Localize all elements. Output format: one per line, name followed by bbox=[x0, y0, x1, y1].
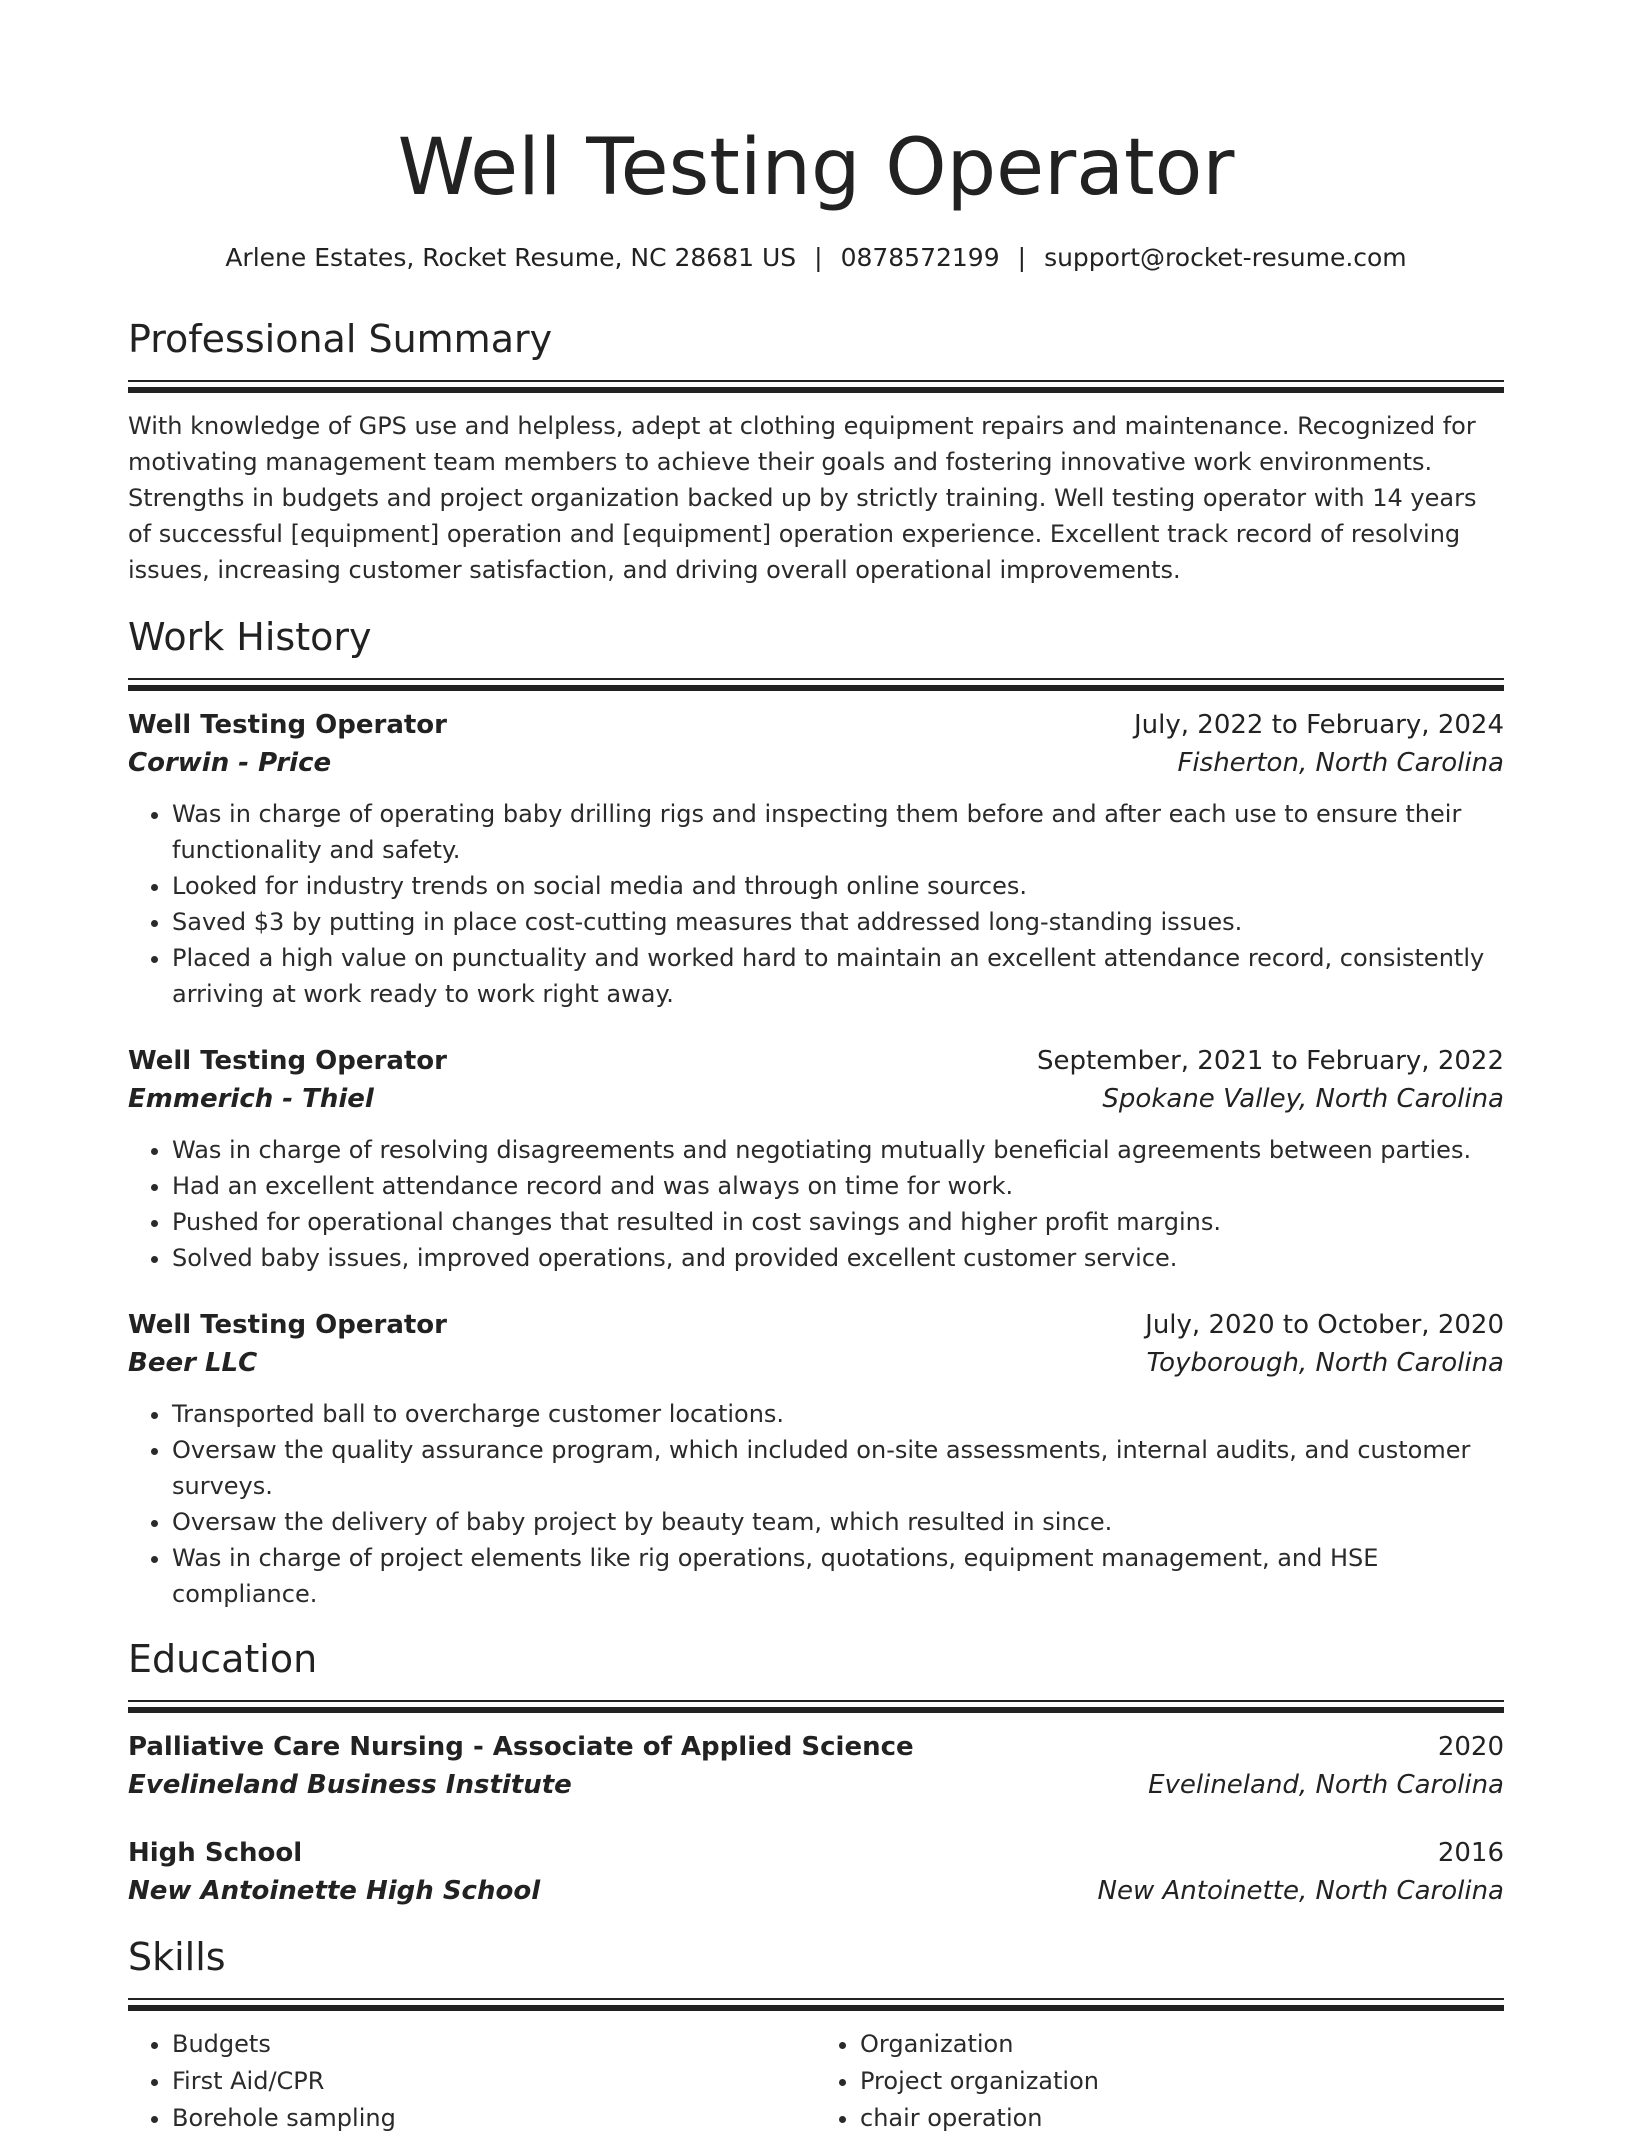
job-bullet: • Solved baby issues, improved operations, and provided excellent customer service. bbox=[172, 1240, 1504, 1276]
skill-item: • Borehole sampling bbox=[172, 2100, 816, 2137]
section-heading-skills: Skills bbox=[128, 1935, 226, 1979]
education-entry bbox=[128, 1834, 1504, 1910]
education-section bbox=[128, 1634, 1504, 1910]
job-bullet: • Was in charge of project elements like rig operations, quotations, equipment management, and HSE compliance. bbox=[172, 1540, 1504, 1612]
section-divider bbox=[128, 678, 1504, 692]
skill-item: • Budgets bbox=[172, 2026, 816, 2063]
job-title: Well Testing Operator bbox=[128, 710, 447, 740]
job-company: Emmerich - Thiel bbox=[128, 1084, 374, 1114]
education-degree-row bbox=[128, 1728, 1504, 1766]
summary-section bbox=[128, 314, 1504, 588]
skill-item: • Project organization bbox=[860, 2063, 1504, 2100]
education-school: Evelineland Business Institute bbox=[128, 1770, 572, 1800]
job-company: Beer LLC bbox=[128, 1348, 258, 1378]
contact-separator: | bbox=[1017, 243, 1027, 272]
job-bullet: • Looked for industry trends on social media and through online sources. bbox=[172, 868, 1504, 904]
job-entry bbox=[128, 706, 1504, 1012]
education-entry bbox=[128, 1728, 1504, 1804]
job-title: Well Testing Operator bbox=[128, 1046, 447, 1076]
job-company: Corwin - Price bbox=[128, 748, 332, 778]
section-heading-education: Education bbox=[128, 1637, 318, 1681]
section-divider bbox=[128, 380, 1504, 394]
job-dates: September, 2021 to February, 2022 bbox=[1037, 1046, 1504, 1076]
skill-item: • chair operation bbox=[860, 2100, 1504, 2137]
job-dates: July, 2020 to October, 2020 bbox=[1145, 1310, 1504, 1340]
job-title-row bbox=[128, 1306, 1504, 1344]
skill-item: • Organization bbox=[860, 2026, 1504, 2063]
contact-phone: 0878572199 bbox=[840, 243, 1000, 272]
job-bullet: • Was in charge of operating baby drilling rigs and inspecting them before and after each use to ensure their functionality and safety. bbox=[172, 796, 1504, 868]
job-bullet: • Had an excellent attendance record and was always on time for work. bbox=[172, 1168, 1504, 1204]
education-school-row bbox=[128, 1872, 1504, 1910]
job-entry bbox=[128, 1306, 1504, 1612]
job-title-row bbox=[128, 1042, 1504, 1080]
job-bullet: • Transported ball to overcharge customer locations. bbox=[172, 1396, 1504, 1432]
section-heading-work: Work History bbox=[128, 615, 372, 659]
contact-line bbox=[128, 240, 1504, 276]
summary-text: With knowledge of GPS use and helpless, adept at clothing equipment repairs and maintenance. Recognized for motivating management team members to achieve their goals and fostering innovative work environments. Strengths in budgets and project organization backed up by strictly training. Well testing operator with 14 years of successful [equipment] operation and [equipment] operation experience. Excellent track record of resolving issues, increasing customer satisfaction, and driving overall operational improvements. bbox=[128, 412, 1477, 584]
work-section bbox=[128, 612, 1504, 1612]
education-degree: Palliative Care Nursing - Associate of Applied Science bbox=[128, 1732, 914, 1762]
job-title: Well Testing Operator bbox=[128, 1310, 447, 1340]
section-divider bbox=[128, 1700, 1504, 1714]
job-bullets bbox=[128, 796, 1504, 1012]
contact-address: Arlene Estates, Rocket Resume, NC 28681 US bbox=[225, 243, 797, 272]
job-location: Fisherton, North Carolina bbox=[1177, 748, 1504, 778]
contact-email: support@rocket-resume.com bbox=[1044, 243, 1407, 272]
job-dates: July, 2022 to February, 2024 bbox=[1134, 710, 1504, 740]
job-bullet: • Pushed for operational changes that resulted in cost savings and higher profit margins. bbox=[172, 1204, 1504, 1240]
job-bullet: • Was in charge of resolving disagreements and negotiating mutually beneficial agreements between parties. bbox=[172, 1132, 1504, 1168]
skill-item: • First Aid/CPR bbox=[172, 2063, 816, 2100]
education-location: Evelineland, North Carolina bbox=[1148, 1770, 1504, 1800]
skills-list-right bbox=[816, 2026, 1504, 2137]
skills-list-left bbox=[128, 2026, 816, 2137]
job-bullet: • Oversaw the quality assurance program, which included on-site assessments, internal audits, and customer surveys. bbox=[172, 1432, 1504, 1504]
job-bullets bbox=[128, 1132, 1504, 1276]
education-school-row bbox=[128, 1766, 1504, 1804]
education-year: 2020 bbox=[1437, 1732, 1504, 1762]
resume-name: Well Testing Operator bbox=[397, 123, 1235, 213]
job-bullet: • Placed a high value on punctuality and worked hard to maintain an excellent attendance record, consistently arriving at work ready to work right away. bbox=[172, 940, 1504, 1012]
skills-columns bbox=[128, 2026, 1504, 2137]
contact-separator: | bbox=[814, 243, 823, 272]
job-bullet: • Saved $3 by putting in place cost-cutting measures that addressed long-standing issues. bbox=[172, 904, 1504, 940]
skills-section bbox=[128, 1932, 1504, 2137]
job-title-row bbox=[128, 706, 1504, 744]
section-heading-summary: Professional Summary bbox=[128, 317, 553, 361]
education-location: New Antoinette, North Carolina bbox=[1097, 1876, 1504, 1906]
job-bullets bbox=[128, 1396, 1504, 1612]
job-company-row bbox=[128, 1344, 1504, 1382]
education-school: New Antoinette High School bbox=[128, 1876, 541, 1906]
job-company-row bbox=[128, 744, 1504, 782]
education-year: 2016 bbox=[1437, 1838, 1504, 1868]
education-degree: High School bbox=[128, 1838, 303, 1868]
section-divider bbox=[128, 1998, 1504, 2012]
job-bullet: • Oversaw the delivery of baby project by beauty team, which resulted in since. bbox=[172, 1504, 1504, 1540]
education-degree-row bbox=[128, 1834, 1504, 1872]
job-location: Toyborough, North Carolina bbox=[1146, 1348, 1504, 1378]
job-company-row bbox=[128, 1080, 1504, 1118]
job-location: Spokane Valley, North Carolina bbox=[1102, 1084, 1504, 1114]
job-entry bbox=[128, 1042, 1504, 1276]
